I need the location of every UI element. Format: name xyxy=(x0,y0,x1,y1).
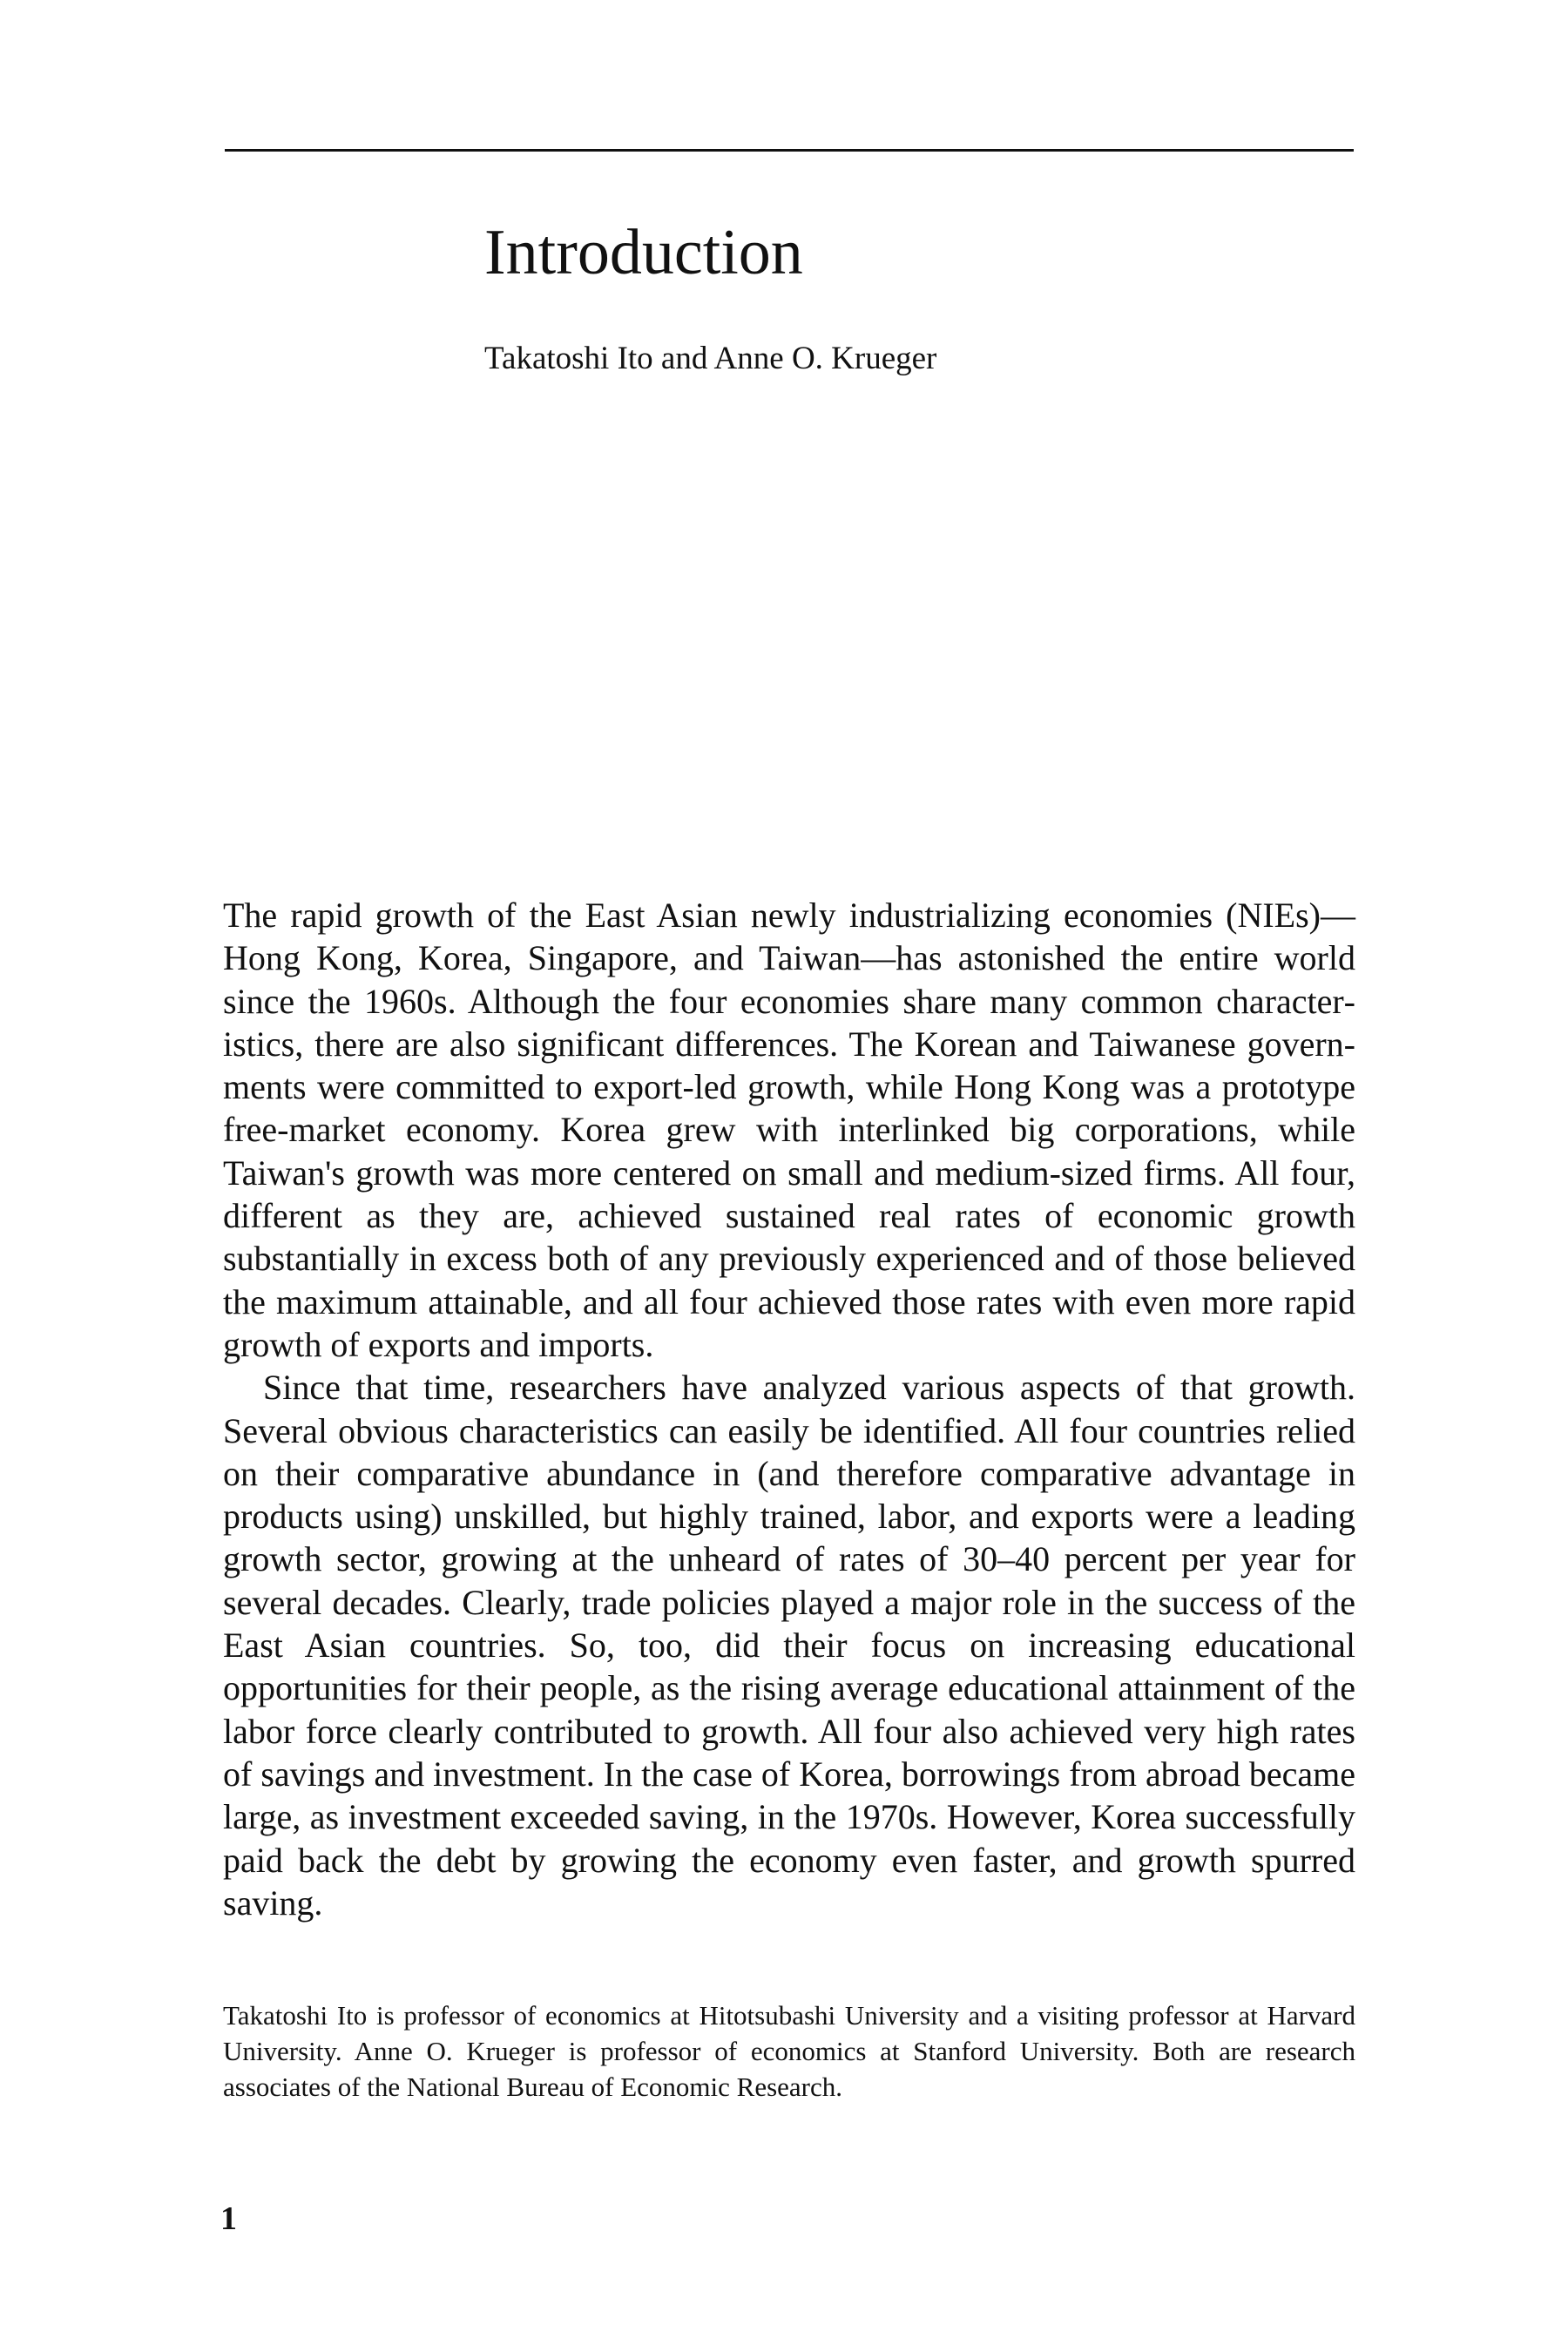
top-rule xyxy=(225,149,1354,152)
chapter-title: Introduction xyxy=(484,217,803,288)
author-footnote: Takatoshi Ito is professor of economics at Hitotsubashi University and a visiting professor at Harvard University. Anne O. Krueger is professor of economics at Stanford University. Both are research associates of the National Bureau of Economic Research. xyxy=(223,2000,1355,2102)
chapter-authors: Takatoshi Ito and Anne O. Krueger xyxy=(484,341,937,376)
body-paragraph-1: The rapid growth of the East Asian newly industrializing economies (NIEs)— Hong Kong, Korea, Singapore, and Taiwan—has astonished the entire world since the 1960s. Although the four economies share many common characteristics, there are also significant differences. The Korean and Taiwanese governments were committed to export-led growth, while Hong Kong was a prototype free-market economy. Korea grew with interlinked big corporations, while Taiwan's growth was more centered on small and medium-sized firms. All four, different as they are, achieved sustained real rates of economic growth substantially in excess both of any previously experienced and of those believed the maximum attainable, and all four achieved those rates with even more rapid growth of exports and imports. xyxy=(223,896,1355,1364)
body-text xyxy=(223,894,1355,1924)
body-paragraph-2: Since that time, researchers have analyzed various aspects of that growth. Several obvious characteristics can easily be identified. All four countries relied on their comparative abundance in (and therefore comparative advantage in products using) unskilled, but highly trained, labor, and exports were a leading growth sector, growing at the unheard of rates of 30–40 percent per year for several decades. Clearly, trade policies played a major role in the success of the East Asian countries. So, too, did their focus on increasing educational opportunities for their people, as the rising average educational attainment of the labor force clearly contributed to growth. All four also achieved very high rates of savings and investment. In the case of Korea, borrowings from abroad became large, as investment exceeded saving, in the 1970s. However, Korea successfully paid back the debt by growing the economy even faster, and growth spurred saving. xyxy=(223,1368,1355,1923)
page-number: 1 xyxy=(220,2200,237,2237)
